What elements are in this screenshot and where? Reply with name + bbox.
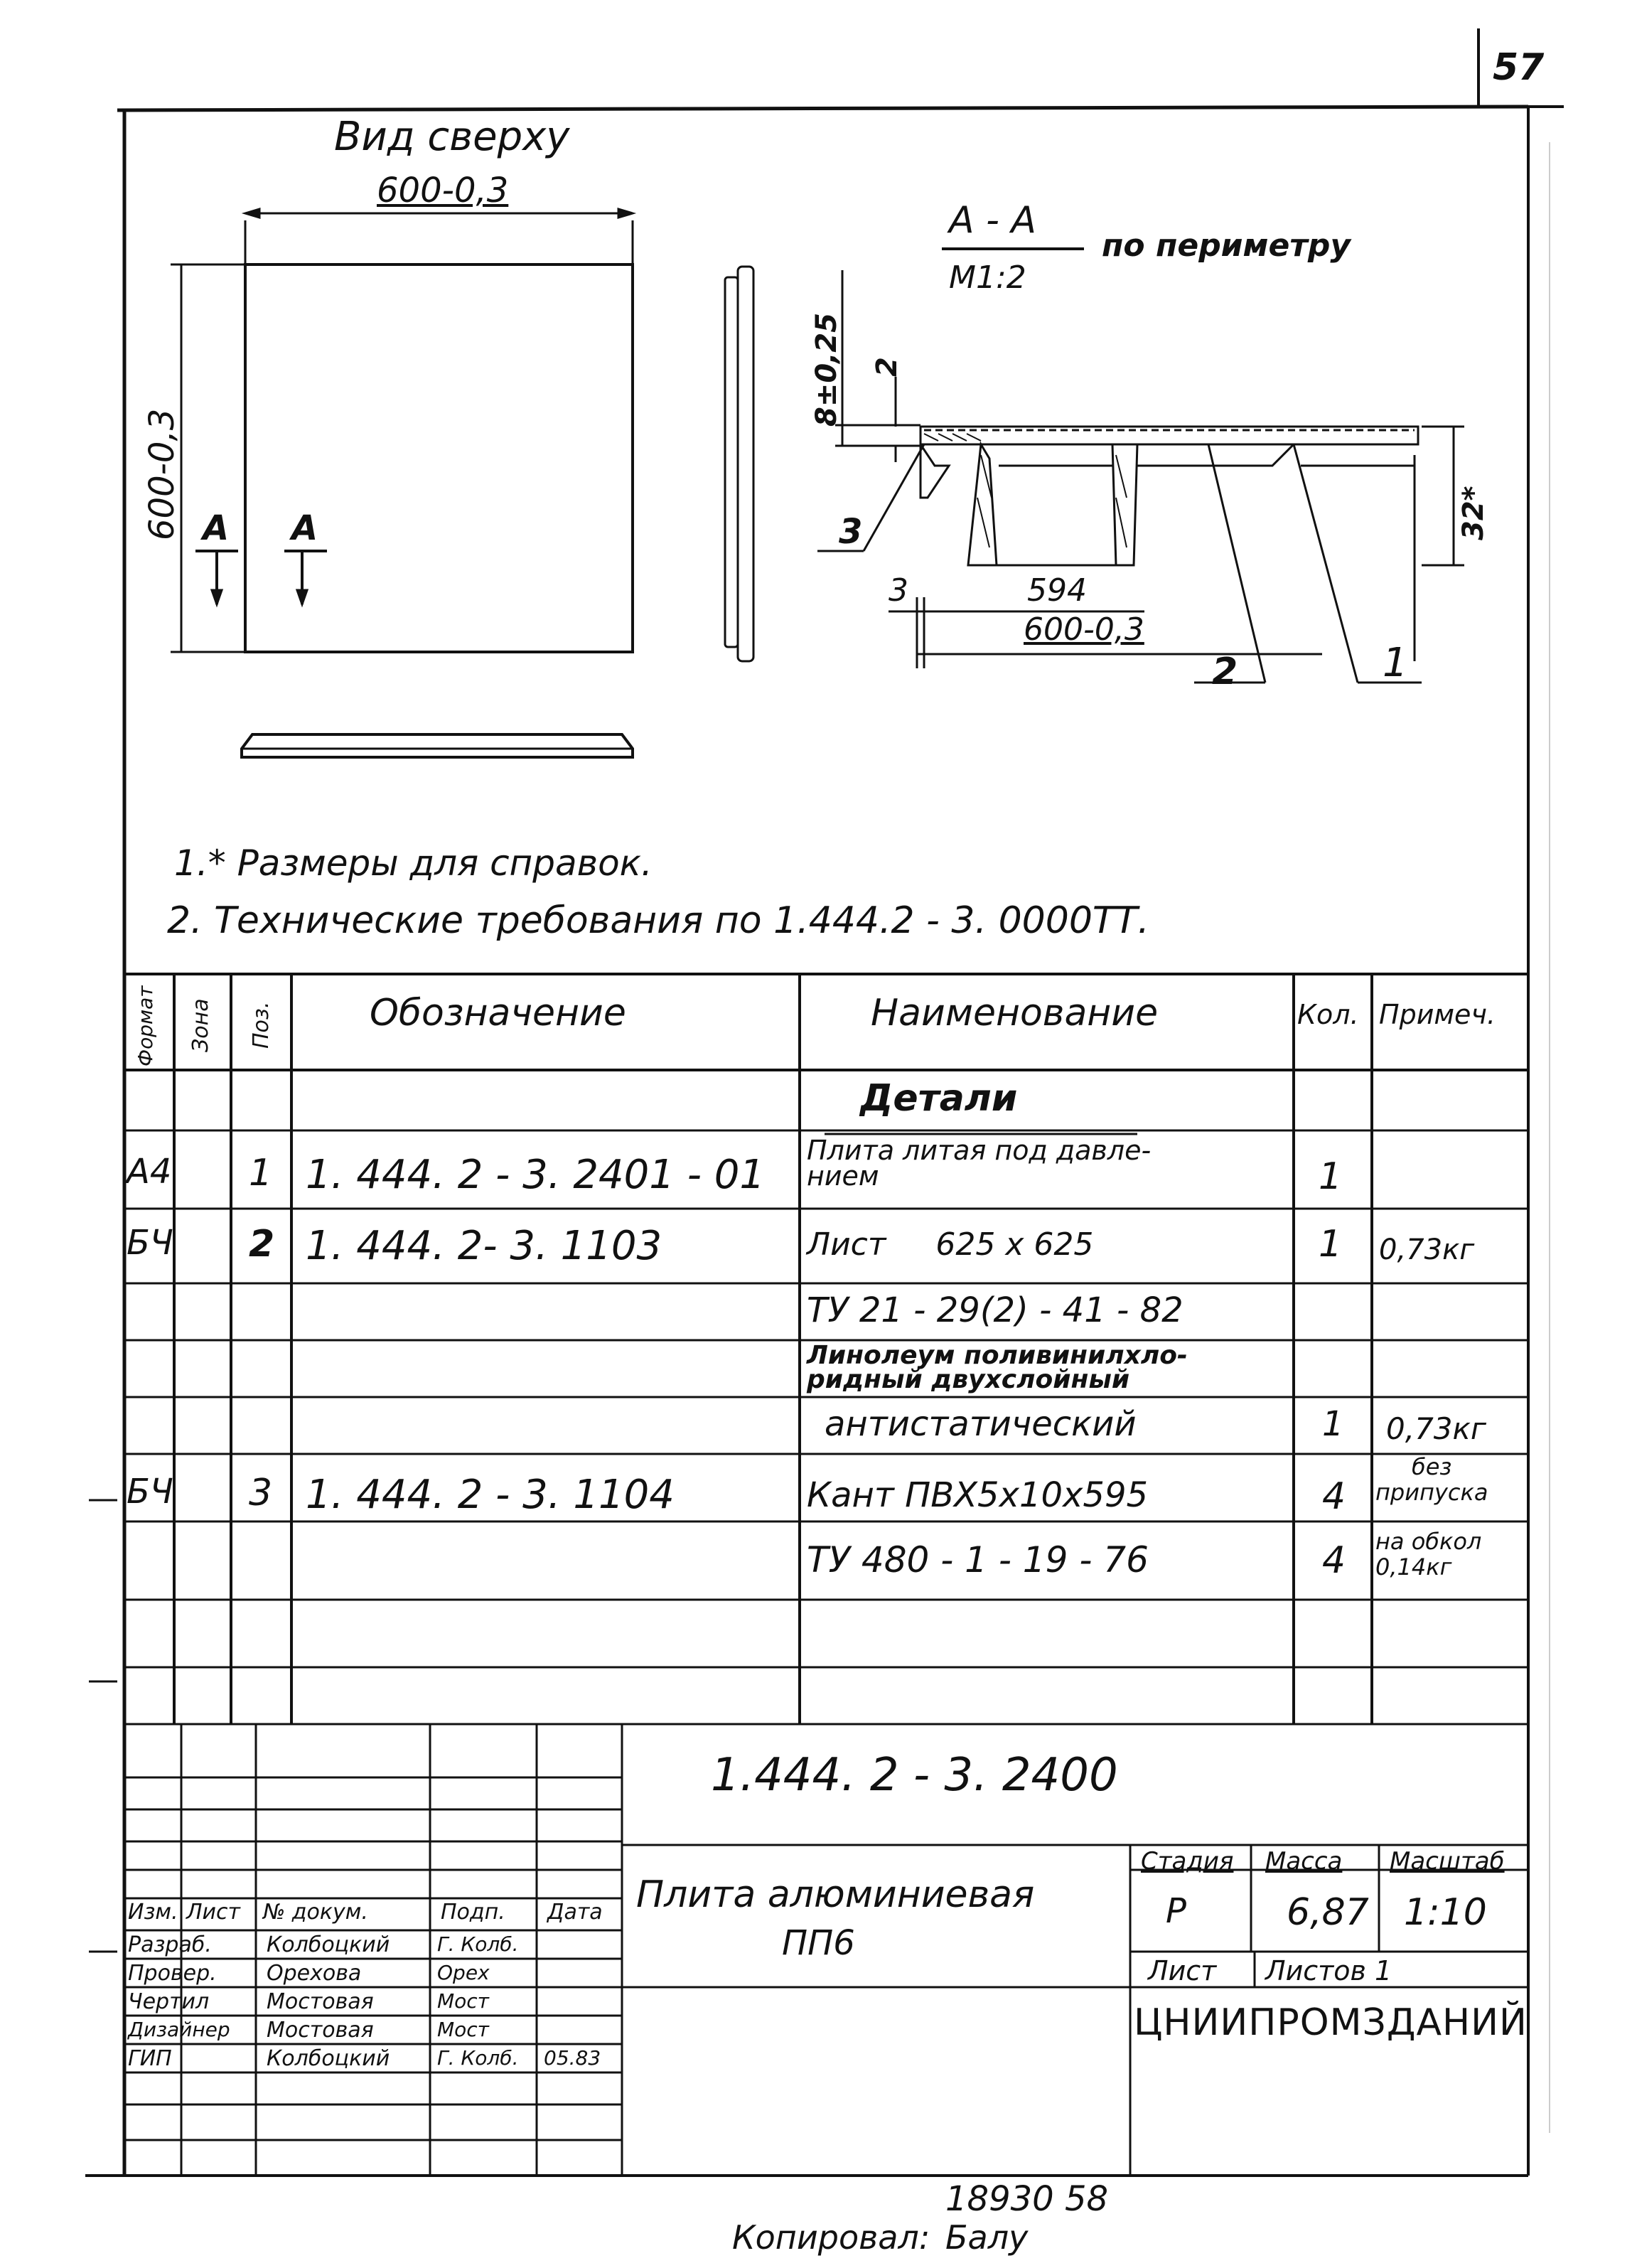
section-mark-right: А: [291, 508, 318, 548]
row7-qty: 4: [1322, 1539, 1346, 1582]
document-code: 1.444. 2 - 3. 2400: [711, 1749, 1118, 1802]
tb-role-1: Разраб.: [128, 1932, 212, 1957]
dim-3-b: 3: [889, 572, 908, 609]
header-designation: Обозначение: [370, 992, 626, 1034]
row5-qty: 1: [1322, 1404, 1344, 1444]
dim-594: 594: [1027, 572, 1087, 609]
note-2: 2. Технические требования по 1.444.2 - 3. 0000ТТ.: [167, 899, 1149, 942]
scale-value: 1:10: [1404, 1891, 1487, 1934]
sheet-label: Лист: [1148, 1955, 1217, 1986]
sheets-label: Листов 1: [1265, 1955, 1392, 1986]
tb-col-list: Лист: [186, 1900, 241, 1925]
row5-name: антистатический: [825, 1404, 1137, 1444]
section-note: по периметру: [1102, 228, 1351, 264]
row2-note: 0,73кг: [1379, 1234, 1475, 1266]
row7-name: ТУ 480 - 1 - 19 - 76: [807, 1539, 1149, 1580]
header-pos: Поз.: [249, 1001, 274, 1049]
row7-note: на обкол 0,14кг: [1375, 1528, 1482, 1580]
header-name: Наименование: [871, 992, 1159, 1034]
page-number: 57: [1493, 46, 1545, 89]
tb-date-5: 05.83: [544, 2046, 601, 2070]
scale-label: Масштаб: [1390, 1847, 1505, 1876]
dim-3-a: 3: [839, 512, 863, 552]
tb-name-4: Мостовая: [267, 2018, 374, 2043]
row5-note: 0,73кг: [1386, 1411, 1486, 1446]
top-dim-width: 600-0,3: [377, 171, 509, 210]
tb-col-sign: Подп.: [441, 1900, 505, 1925]
tb-role-4: Дизайнер: [128, 2018, 230, 2041]
dim-2: 2: [871, 357, 903, 377]
row2-designation: 1. 444. 2- 3. 1103: [306, 1223, 662, 1269]
tb-col-izm: Изм.: [128, 1900, 178, 1925]
callout-1: 1: [1383, 640, 1408, 686]
row2-name: Лист 625 х 625: [807, 1226, 1094, 1263]
section-title: А - А: [949, 199, 1036, 242]
note-1: 1.* Размеры для справок.: [174, 843, 653, 884]
dim-height-ref: 32*: [1457, 486, 1490, 540]
header-note: Примеч.: [1379, 999, 1496, 1030]
row1-qty: 1: [1319, 1155, 1343, 1198]
tb-name-2: Орехова: [267, 1961, 362, 1986]
callout-2: 2: [1212, 651, 1238, 693]
tb-name-1: Колбоцкий: [267, 1932, 390, 1957]
tb-sign-2: Орех: [437, 1961, 490, 1984]
product-name-1: Плита алюминиевая: [636, 1873, 1035, 1916]
tb-role-3: Чертил: [128, 1989, 210, 2014]
mass-value: 6,87: [1287, 1891, 1369, 1934]
row1-designation: 1. 444. 2 - 3. 2401 - 01: [306, 1152, 765, 1198]
section-mark-left: А: [203, 508, 230, 548]
row1-pos: 1: [249, 1152, 273, 1194]
tb-sign-4: Мост: [437, 2018, 489, 2041]
row1-format: А4: [127, 1152, 172, 1192]
header-qty: Кол.: [1297, 999, 1359, 1030]
section-title-details: Детали: [860, 1077, 1018, 1120]
row6-qty: 4: [1322, 1475, 1346, 1518]
tb-name-3: Мостовая: [267, 1989, 374, 2014]
stage-value: Р: [1166, 1891, 1186, 1931]
product-name-2: ПП6: [782, 1923, 855, 1963]
inventory-number: 18930 58: [945, 2179, 1109, 2219]
row2-pos: 2: [249, 1223, 275, 1266]
mass-label: Масса: [1265, 1847, 1343, 1876]
tb-sign-3: Мост: [437, 1989, 489, 2013]
header-format: Формат: [134, 985, 157, 1066]
organization: ЦНИИПРОМЗДАНИЙ: [1134, 2001, 1528, 2044]
tb-sign-5: Г. Колб.: [437, 2046, 519, 2070]
dim-600: 600-0,3: [1024, 611, 1144, 648]
row6-format: БЧ: [127, 1472, 173, 1512]
tb-col-date: Дата: [547, 1900, 603, 1925]
tb-name-5: Колбоцкий: [267, 2046, 390, 2071]
row6-note: без припуска: [1375, 1453, 1488, 1506]
dim-thickness: 8±0,25: [810, 312, 843, 427]
row3-name: ТУ 21 - 29(2) - 41 - 82: [807, 1290, 1184, 1330]
copied-by: Копировал:: [732, 2218, 930, 2257]
row4-name: Линолеум поливинилхло- ридный двухслойный: [807, 1341, 1188, 1394]
row6-name: Кант ПВХ5х10х595: [807, 1475, 1149, 1515]
tb-sign-1: Г. Колб.: [437, 1932, 519, 1956]
row1-name: Плита литая под давле- нием: [807, 1135, 1152, 1192]
row2-qty: 1: [1319, 1223, 1343, 1266]
tb-role-5: ГИП: [128, 2046, 172, 2071]
top-view-title: Вид сверху: [334, 114, 570, 160]
copied-signature: Балу: [945, 2218, 1029, 2257]
header-zone: Зона: [188, 998, 213, 1052]
tb-col-doc: № докум.: [263, 1900, 368, 1925]
tb-role-2: Провер.: [128, 1961, 217, 1986]
row6-designation: 1. 444. 2 - 3. 1104: [306, 1472, 675, 1518]
section-scale: М1:2: [949, 260, 1026, 296]
row6-pos: 3: [249, 1472, 273, 1514]
row2-format: БЧ: [127, 1223, 173, 1263]
top-dim-height: 600-0,3: [142, 408, 182, 540]
stage-label: Стадия: [1141, 1847, 1234, 1876]
